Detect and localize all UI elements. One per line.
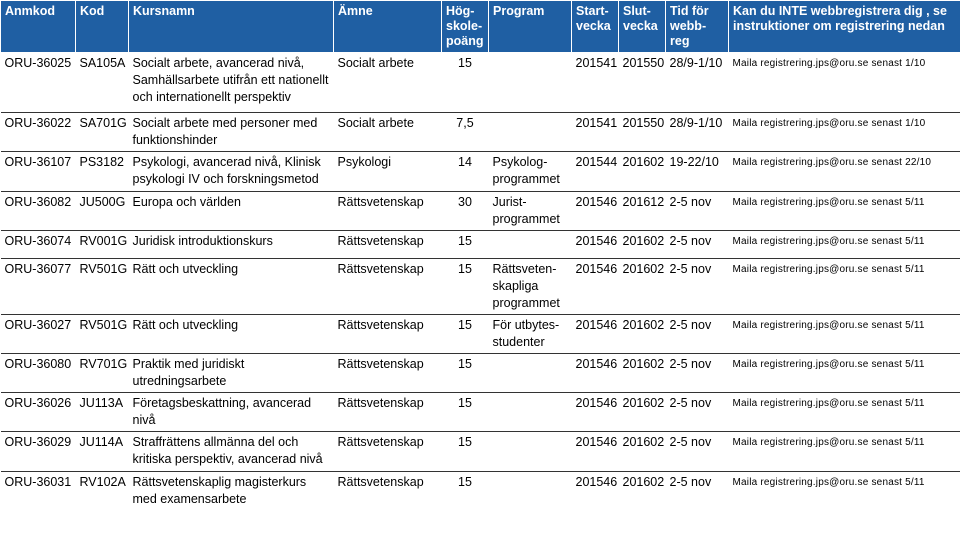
cell-kursnamn: Företagsbeskattning, avancerad nivå (129, 393, 334, 432)
cell-anmkod: ORU-36022 (1, 113, 76, 152)
cell-start: 201546 (572, 192, 619, 231)
cell-tid: 2-5 nov (666, 259, 729, 315)
cell-program (489, 432, 572, 472)
cell-kod: SA701G (76, 113, 129, 152)
cell-hp: 14 (442, 152, 489, 192)
cell-amne: Rättsvetenskap (334, 259, 442, 315)
table-row (1, 231, 960, 259)
col-info: Kan du INTE webbregistrera dig , se instruktioner om registrering nedan (729, 1, 960, 53)
col-kursnamn: Kursnamn (129, 1, 334, 53)
cell-slut: 201602 (619, 354, 666, 393)
cell-program: Rättsveten-skapliga programmet (489, 259, 572, 315)
cell-program (489, 231, 572, 259)
cell-kursnamn: Straffrättens allmänna del och kritiska perspektiv, avancerad nivå (129, 432, 334, 472)
cell-kod: RV001G (76, 231, 129, 259)
cell-hp: 15 (442, 354, 489, 393)
cell-amne: Rättsvetenskap (334, 432, 442, 472)
cell-program: Jurist-programmet (489, 192, 572, 231)
cell-anmkod: ORU-36029 (1, 432, 76, 472)
cell-slut: 201602 (619, 259, 666, 315)
cell-info: Maila registrering.jps@oru.se senast 5/11 (729, 432, 960, 472)
cell-anmkod: ORU-36026 (1, 393, 76, 432)
cell-anmkod: ORU-36077 (1, 259, 76, 315)
cell-slut: 201602 (619, 432, 666, 472)
cell-kod: JU113A (76, 393, 129, 432)
cell-tid: 2-5 nov (666, 354, 729, 393)
cell-tid: 2-5 nov (666, 393, 729, 432)
cell-kursnamn: Europa och världen (129, 192, 334, 231)
cell-slut: 201612 (619, 192, 666, 231)
cell-amne: Rättsvetenskap (334, 315, 442, 354)
cell-tid: 2-5 nov (666, 192, 729, 231)
cell-slut: 201602 (619, 393, 666, 432)
cell-program (489, 113, 572, 152)
cell-info: Maila registrering.jps@oru.se senast 5/11 (729, 259, 960, 315)
cell-anmkod: ORU-36025 (1, 53, 76, 113)
cell-anmkod: ORU-36082 (1, 192, 76, 231)
cell-amne: Rättsvetenskap (334, 192, 442, 231)
table-row (1, 472, 960, 512)
cell-kod: RV501G (76, 315, 129, 354)
cell-program: Psykolog-programmet (489, 152, 572, 192)
cell-program (489, 354, 572, 393)
table-row (1, 113, 960, 152)
cell-hp: 15 (442, 259, 489, 315)
cell-anmkod: ORU-36027 (1, 315, 76, 354)
table-row (1, 53, 960, 113)
cell-kursnamn: Rättsvetenskaplig magisterkurs med examensarbete (129, 472, 334, 512)
cell-kod: RV701G (76, 354, 129, 393)
cell-amne: Rättsvetenskap (334, 393, 442, 432)
cell-tid: 28/9-1/10 (666, 113, 729, 152)
cell-kod: PS3182 (76, 152, 129, 192)
cell-info: Maila registrering.jps@oru.se senast 5/11 (729, 393, 960, 432)
cell-hp: 15 (442, 231, 489, 259)
cell-program: För utbytes-studenter (489, 315, 572, 354)
cell-info: Maila registrering.jps@oru.se senast 5/11 (729, 354, 960, 393)
cell-hp: 15 (442, 315, 489, 354)
cell-info: Maila registrering.jps@oru.se senast 22/10 (729, 152, 960, 192)
cell-kod: JU114A (76, 432, 129, 472)
table-row (1, 259, 960, 315)
cell-start: 201546 (572, 432, 619, 472)
cell-start: 201546 (572, 472, 619, 512)
cell-kursnamn: Socialt arbete med personer med funktionshinder (129, 113, 334, 152)
cell-hp: 7,5 (442, 113, 489, 152)
cell-program (489, 393, 572, 432)
cell-program (489, 53, 572, 113)
cell-anmkod: ORU-36074 (1, 231, 76, 259)
cell-info: Maila registrering.jps@oru.se senast 5/11 (729, 472, 960, 512)
cell-kursnamn: Rätt och utveckling (129, 315, 334, 354)
col-kod: Kod (76, 1, 129, 53)
cell-hp: 15 (442, 393, 489, 432)
cell-amne: Rättsvetenskap (334, 354, 442, 393)
cell-slut: 201550 (619, 53, 666, 113)
cell-slut: 201550 (619, 113, 666, 152)
cell-kursnamn: Psykologi, avancerad nivå, Klinisk psykologi IV och forskningsmetod (129, 152, 334, 192)
cell-tid: 2-5 nov (666, 315, 729, 354)
cell-hp: 15 (442, 53, 489, 113)
cell-amne: Rättsvetenskap (334, 472, 442, 512)
cell-kod: RV501G (76, 259, 129, 315)
cell-amne: Socialt arbete (334, 53, 442, 113)
cell-start: 201541 (572, 53, 619, 113)
cell-kursnamn: Juridisk introduktionskurs (129, 231, 334, 259)
cell-kod: SA105A (76, 53, 129, 113)
cell-start: 201546 (572, 231, 619, 259)
cell-info: Maila registrering.jps@oru.se senast 5/11 (729, 231, 960, 259)
cell-anmkod: ORU-36080 (1, 354, 76, 393)
col-anmkod: Anmkod (1, 1, 76, 53)
col-amne: Ämne (334, 1, 442, 53)
cell-hp: 15 (442, 472, 489, 512)
cell-anmkod: ORU-36107 (1, 152, 76, 192)
col-startvecka: Start- vecka (572, 1, 619, 53)
cell-kursnamn: Praktik med juridiskt utredningsarbete (129, 354, 334, 393)
cell-info: Maila registrering.jps@oru.se senast 1/10 (729, 113, 960, 152)
col-hogskolepoang: Hög- skole- poäng (442, 1, 489, 53)
cell-tid: 2-5 nov (666, 432, 729, 472)
cell-tid: 19-22/10 (666, 152, 729, 192)
cell-hp: 15 (442, 432, 489, 472)
header-row (1, 1, 960, 53)
cell-start: 201541 (572, 113, 619, 152)
col-program: Program (489, 1, 572, 53)
cell-start: 201544 (572, 152, 619, 192)
cell-slut: 201602 (619, 472, 666, 512)
cell-info: Maila registrering.jps@oru.se senast 5/11 (729, 192, 960, 231)
table-row (1, 152, 960, 192)
cell-start: 201546 (572, 354, 619, 393)
col-slutvecka: Slut- vecka (619, 1, 666, 53)
cell-tid: 28/9-1/10 (666, 53, 729, 113)
cell-info: Maila registrering.jps@oru.se senast 1/10 (729, 53, 960, 113)
table-row (1, 315, 960, 354)
cell-kod: JU500G (76, 192, 129, 231)
cell-anmkod: ORU-36031 (1, 472, 76, 512)
cell-info: Maila registrering.jps@oru.se senast 5/11 (729, 315, 960, 354)
cell-hp: 30 (442, 192, 489, 231)
cell-amne: Rättsvetenskap (334, 231, 442, 259)
col-tid: Tid för webb-reg (666, 1, 729, 53)
table-row (1, 192, 960, 231)
cell-kursnamn: Rätt och utveckling (129, 259, 334, 315)
table-row (1, 432, 960, 472)
table-row (1, 354, 960, 393)
cell-program (489, 472, 572, 512)
cell-slut: 201602 (619, 231, 666, 259)
cell-start: 201546 (572, 393, 619, 432)
cell-amne: Socialt arbete (334, 113, 442, 152)
cell-amne: Psykologi (334, 152, 442, 192)
table-row (1, 393, 960, 432)
cell-slut: 201602 (619, 315, 666, 354)
cell-slut: 201602 (619, 152, 666, 192)
cell-tid: 2-5 nov (666, 231, 729, 259)
cell-kursnamn: Socialt arbete, avancerad nivå, Samhällsarbete utifrån ett nationellt och internationellt perspektiv (129, 53, 334, 113)
cell-start: 201546 (572, 259, 619, 315)
cell-start: 201546 (572, 315, 619, 354)
cell-tid: 2-5 nov (666, 472, 729, 512)
cell-kod: RV102A (76, 472, 129, 512)
